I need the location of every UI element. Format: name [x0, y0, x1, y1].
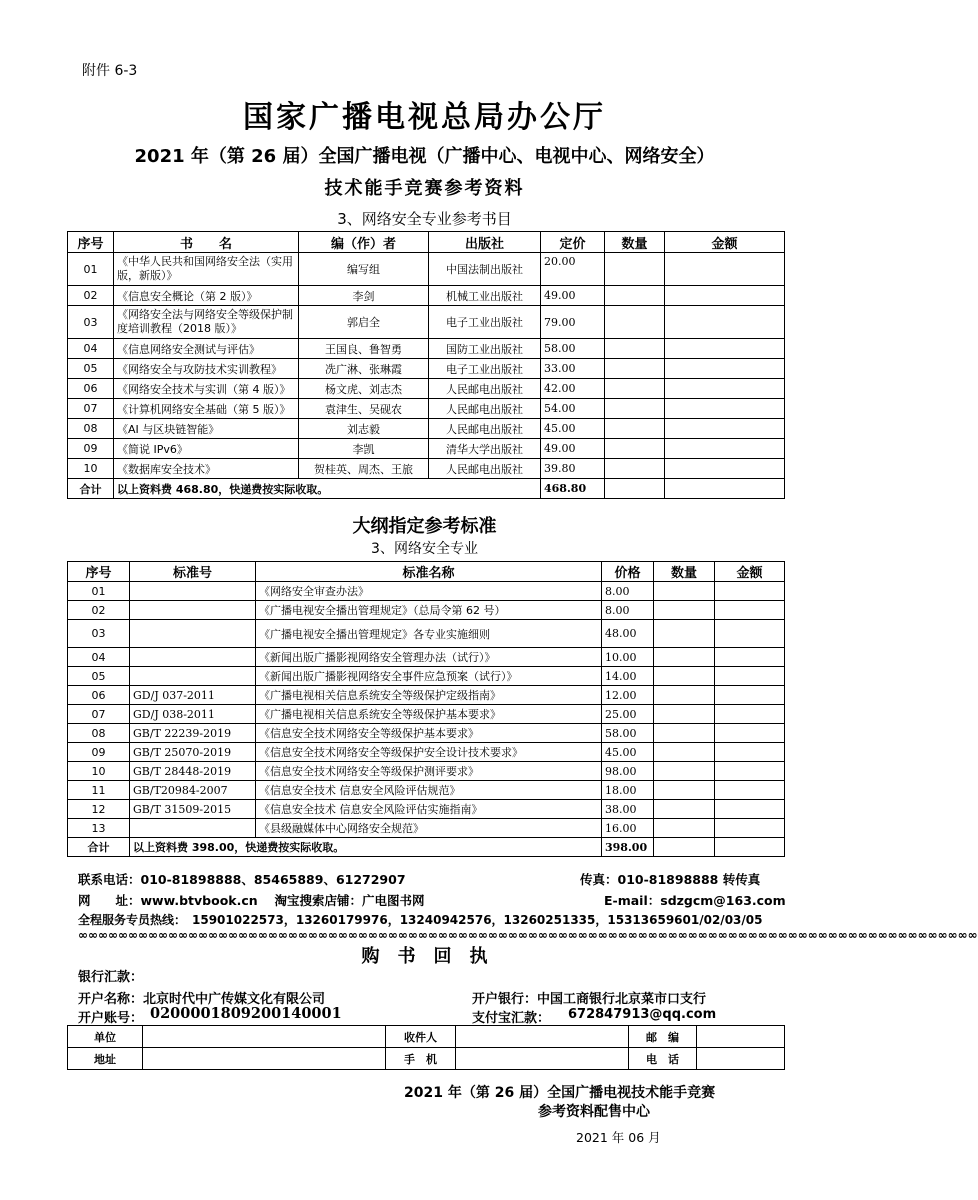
book-title: 《计算机网络安全基础（第 5 版）》 [114, 399, 299, 419]
books-section-title: 3、网络安全专业参考书目 [337, 210, 512, 228]
book-publisher: 国防工业出版社 [429, 339, 541, 359]
standard-code [130, 648, 256, 667]
row-number: 01 [68, 582, 130, 601]
amount-cell[interactable] [715, 620, 785, 648]
table-row [68, 724, 785, 743]
book-title: 《网络安全法与网络安全等级保护制度培训教程（2018 版）》 [114, 306, 299, 339]
quantity-cell[interactable] [605, 253, 665, 286]
order-form-table [67, 1025, 785, 1070]
amount-cell[interactable] [665, 419, 785, 439]
row-number: 09 [68, 743, 130, 762]
contact-phone: 联系电话：010-81898888、85465889、61272907 [78, 872, 406, 887]
standard-code [130, 620, 256, 648]
amount-cell[interactable] [715, 724, 785, 743]
quantity-cell[interactable] [654, 705, 715, 724]
quantity-cell[interactable] [605, 379, 665, 399]
row-number: 03 [68, 620, 130, 648]
amount-cell[interactable] [715, 819, 785, 838]
quantity-cell[interactable] [654, 667, 715, 686]
column-header: 书 名 [114, 232, 299, 253]
quantity-cell[interactable] [654, 800, 715, 819]
standard-price: 10.00 [602, 648, 654, 667]
table-row [68, 781, 785, 800]
postcode-label: 邮 编 [629, 1026, 697, 1048]
total-label: 合计 [68, 479, 114, 499]
quantity-cell[interactable] [605, 419, 665, 439]
order-form-row [68, 1048, 785, 1070]
row-number: 04 [68, 648, 130, 667]
book-title: 《网络安全与攻防技术实训教程》 [114, 359, 299, 379]
standard-price: 38.00 [602, 800, 654, 819]
receiver-label: 收件人 [386, 1026, 456, 1048]
row-number: 13 [68, 819, 130, 838]
row-number: 02 [68, 286, 114, 306]
row-number: 12 [68, 800, 130, 819]
alipay-account: 672847913@qq.com [568, 1007, 717, 1022]
alipay-label: 支付宝汇款： [472, 1011, 551, 1026]
standard-name: 《信息安全技术 信息安全风险评估规范》 [256, 781, 602, 800]
table-row [68, 705, 785, 724]
standard-code: GD/J 037-2011 [130, 686, 256, 705]
standard-code: GB/T20984-2007 [130, 781, 256, 800]
row-number: 04 [68, 339, 114, 359]
row-number: 06 [68, 379, 114, 399]
amount-cell[interactable] [715, 582, 785, 601]
standard-price: 12.00 [602, 686, 654, 705]
account-name: 开户名称：北京时代中广传媒文化有限公司 [78, 992, 326, 1007]
quantity-cell[interactable] [605, 306, 665, 339]
standard-code [130, 582, 256, 601]
standard-name: 《信息安全技术网络安全等级保护安全设计技术要求》 [256, 743, 602, 762]
column-header: 编（作）者 [299, 232, 429, 253]
standard-code [130, 819, 256, 838]
quantity-cell[interactable] [654, 724, 715, 743]
document-subtitle: 2021 年（第 26 届）全国广播电视（广播中心、电视中心、网络安全） [134, 146, 715, 167]
table-row [68, 459, 785, 479]
row-number: 10 [68, 459, 114, 479]
row-number: 09 [68, 439, 114, 459]
quantity-cell[interactable] [654, 743, 715, 762]
address-field[interactable] [143, 1048, 386, 1070]
book-price: 79.00 [541, 306, 605, 339]
amount-cell[interactable] [715, 667, 785, 686]
amount-cell[interactable] [715, 800, 785, 819]
table-row [68, 620, 785, 648]
column-header: 金额 [715, 562, 785, 582]
footer-date: 2021 年 06 月 [576, 1130, 661, 1145]
quantity-cell[interactable] [654, 781, 715, 800]
row-number: 01 [68, 253, 114, 286]
bank-name: 开户银行：中国工商银行北京菜市口支行 [472, 992, 707, 1007]
book-publisher: 中国法制出版社 [429, 253, 541, 286]
standard-name: 《新闻出版广播影视网络安全管理办法（试行）》 [256, 648, 602, 667]
book-author: 贺桂英、周杰、王旅 [299, 459, 429, 479]
row-number: 08 [68, 419, 114, 439]
table-row [68, 601, 785, 620]
table-row [68, 800, 785, 819]
books-table [67, 231, 785, 499]
standards-total-row [68, 838, 785, 857]
column-header: 序号 [68, 232, 114, 253]
quantity-cell[interactable] [605, 479, 665, 499]
quantity-cell[interactable] [654, 601, 715, 620]
book-price: 39.80 [541, 459, 605, 479]
footer-organizer: 2021 年（第 26 届）全国广播电视技术能手竞赛 [404, 1085, 716, 1101]
bank-transfer-label: 银行汇款： [78, 970, 144, 985]
column-header: 标准名称 [256, 562, 602, 582]
book-title: 《信息安全概论（第 2 版）》 [114, 286, 299, 306]
standard-price: 25.00 [602, 705, 654, 724]
column-header: 数量 [654, 562, 715, 582]
account-number: 0200001809200140001 [150, 1005, 342, 1022]
book-author: 编写组 [299, 253, 429, 286]
document-subtitle-2: 技术能手竞赛参考资料 [324, 178, 525, 199]
standard-price: 18.00 [602, 781, 654, 800]
amount-cell[interactable] [665, 339, 785, 359]
book-price: 58.00 [541, 339, 605, 359]
quantity-cell[interactable] [605, 286, 665, 306]
book-publisher: 人民邮电出版社 [429, 459, 541, 479]
table-row [68, 667, 785, 686]
column-header: 出版社 [429, 232, 541, 253]
amount-cell[interactable] [715, 762, 785, 781]
quantity-cell[interactable] [605, 459, 665, 479]
book-publisher: 电子工业出版社 [429, 359, 541, 379]
standard-code: GD/J 038-2011 [130, 705, 256, 724]
standard-code: GB/T 22239-2019 [130, 724, 256, 743]
book-title: 《信息网络安全测试与评估》 [114, 339, 299, 359]
book-price: 49.00 [541, 439, 605, 459]
standard-code [130, 601, 256, 620]
quantity-cell[interactable] [654, 838, 715, 857]
book-author: 李凯 [299, 439, 429, 459]
standard-price: 45.00 [602, 743, 654, 762]
contact-website: 网 址：www.btvbook.cn 淘宝搜索店铺：广电图书网 [78, 893, 425, 908]
contact-hotline: 全程服务专员热线： 15901022573，13260179976，13240942576，13260251335，15313659601/02/03/05 [78, 913, 763, 927]
quantity-cell[interactable] [654, 582, 715, 601]
standard-name: 《广播电视相关信息系统安全等级保护定级指南》 [256, 686, 602, 705]
table-row [68, 306, 785, 339]
standard-name: 《信息安全技术 信息安全风险评估实施指南》 [256, 800, 602, 819]
standard-name: 《广播电视安全播出管理规定》（总局令第 62 号） [256, 601, 602, 620]
table-row [68, 399, 785, 419]
total-value: 398.00 [602, 838, 654, 857]
table-row [68, 339, 785, 359]
standard-price: 58.00 [602, 724, 654, 743]
standard-price: 16.00 [602, 819, 654, 838]
row-number: 11 [68, 781, 130, 800]
standard-price: 98.00 [602, 762, 654, 781]
table-row [68, 819, 785, 838]
standard-name: 《广播电视安全播出管理规定》各专业实施细则 [256, 620, 602, 648]
standards-header-row [68, 562, 785, 582]
amount-cell[interactable] [715, 686, 785, 705]
amount-cell[interactable] [665, 399, 785, 419]
table-row [68, 686, 785, 705]
receiver-field[interactable] [456, 1026, 629, 1048]
row-number: 05 [68, 359, 114, 379]
table-row [68, 359, 785, 379]
standard-name: 《新闻出版广播影视网络安全事件应急预案（试行）》 [256, 667, 602, 686]
quantity-cell[interactable] [654, 762, 715, 781]
book-publisher: 机械工业出版社 [429, 286, 541, 306]
table-row [68, 379, 785, 399]
postcode-field[interactable] [697, 1026, 785, 1048]
tilde-divider: ∞∞∞∞∞∞∞∞∞∞∞∞∞∞∞∞∞∞∞∞∞∞∞∞∞∞∞∞∞∞∞∞∞∞∞∞∞∞∞∞∞∞∞∞∞∞∞∞∞∞∞∞∞∞∞∞∞∞∞∞∞∞∞∞∞∞∞∞∞∞∞∞∞∞∞∞∞∞∞∞∞∞∞∞∞∞∞∞∞∞ [78, 928, 978, 942]
book-price: 20.00 [541, 253, 605, 286]
amount-cell[interactable] [715, 838, 785, 857]
column-header: 标准号 [130, 562, 256, 582]
amount-cell[interactable] [665, 253, 785, 286]
total-label: 合计 [68, 838, 130, 857]
book-author: 王国良、鲁智勇 [299, 339, 429, 359]
standard-code: GB/T 28448-2019 [130, 762, 256, 781]
book-title: 《AI 与区块链智能》 [114, 419, 299, 439]
mobile-field[interactable] [456, 1048, 629, 1070]
book-author: 李剑 [299, 286, 429, 306]
amount-cell[interactable] [715, 601, 785, 620]
total-note: 以上资料费 398.00，快递费按实际收取。 [130, 838, 602, 857]
total-note: 以上资料费 468.80，快递费按实际收取。 [114, 479, 541, 499]
row-number: 10 [68, 762, 130, 781]
book-title: 《简说 IPv6》 [114, 439, 299, 459]
book-title: 《中华人民共和国网络安全法（实用版，新版）》 [114, 253, 299, 286]
address-label: 地址 [68, 1048, 143, 1070]
standard-name: 《广播电视相关信息系统安全等级保护基本要求》 [256, 705, 602, 724]
quantity-cell[interactable] [654, 686, 715, 705]
book-author: 袁津生、吴砚农 [299, 399, 429, 419]
standards-section-title: 3、网络安全专业 [371, 541, 478, 557]
telephone-label: 电 话 [629, 1048, 697, 1070]
amount-cell[interactable] [715, 648, 785, 667]
book-title: 《网络安全技术与实训（第 4 版）》 [114, 379, 299, 399]
book-author: 刘志毅 [299, 419, 429, 439]
standard-price: 8.00 [602, 601, 654, 620]
standard-price: 14.00 [602, 667, 654, 686]
books-header-row [68, 232, 785, 253]
standard-name: 《信息安全技术网络安全等级保护基本要求》 [256, 724, 602, 743]
column-header: 定价 [541, 232, 605, 253]
table-row [68, 419, 785, 439]
total-value: 468.80 [541, 479, 605, 499]
order-receipt-title: 购 书 回 执 [361, 946, 488, 967]
quantity-cell[interactable] [654, 620, 715, 648]
table-row [68, 439, 785, 459]
amount-cell[interactable] [665, 379, 785, 399]
account-number-label: 开户账号： [78, 1011, 144, 1026]
books-total-row [68, 479, 785, 499]
book-author: 冼广淋、张琳霞 [299, 359, 429, 379]
amount-cell[interactable] [665, 286, 785, 306]
amount-cell[interactable] [665, 459, 785, 479]
quantity-cell[interactable] [654, 819, 715, 838]
book-price: 33.00 [541, 359, 605, 379]
table-row [68, 286, 785, 306]
amount-cell[interactable] [665, 306, 785, 339]
footer-center: 参考资料配售中心 [538, 1104, 650, 1120]
office-title: 国家广播电视总局办公厅 [243, 100, 606, 135]
book-price: 42.00 [541, 379, 605, 399]
amount-cell[interactable] [665, 479, 785, 499]
amount-cell[interactable] [715, 781, 785, 800]
book-publisher: 人民邮电出版社 [429, 399, 541, 419]
amount-cell[interactable] [715, 743, 785, 762]
standard-code: GB/T 25070-2019 [130, 743, 256, 762]
column-header: 数量 [605, 232, 665, 253]
row-number: 05 [68, 667, 130, 686]
book-price: 49.00 [541, 286, 605, 306]
amount-cell[interactable] [665, 439, 785, 459]
row-number: 07 [68, 399, 114, 419]
unit-label: 单位 [68, 1026, 143, 1048]
column-header: 金额 [665, 232, 785, 253]
table-row [68, 253, 785, 286]
amount-cell[interactable] [665, 359, 785, 379]
quantity-cell[interactable] [654, 648, 715, 667]
contact-email: E-mail：sdzgcm@163.com [604, 893, 786, 908]
row-number: 03 [68, 306, 114, 339]
column-header: 价格 [602, 562, 654, 582]
quantity-cell[interactable] [605, 359, 665, 379]
order-form-row [68, 1026, 785, 1048]
table-row [68, 743, 785, 762]
standard-price: 48.00 [602, 620, 654, 648]
quantity-cell[interactable] [605, 399, 665, 419]
quantity-cell[interactable] [605, 439, 665, 459]
book-author: 杨文虎、刘志杰 [299, 379, 429, 399]
row-number: 02 [68, 601, 130, 620]
table-row [68, 648, 785, 667]
standards-heading: 大纲指定参考标准 [352, 516, 497, 537]
telephone-field[interactable] [697, 1048, 785, 1070]
row-number: 07 [68, 705, 130, 724]
book-publisher: 电子工业出版社 [429, 306, 541, 339]
amount-cell[interactable] [715, 705, 785, 724]
book-publisher: 人民邮电出版社 [429, 379, 541, 399]
table-row [68, 582, 785, 601]
unit-field[interactable] [143, 1026, 386, 1048]
book-price: 54.00 [541, 399, 605, 419]
book-price: 45.00 [541, 419, 605, 439]
quantity-cell[interactable] [605, 339, 665, 359]
column-header: 序号 [68, 562, 130, 582]
mobile-label: 手 机 [386, 1048, 456, 1070]
standard-price: 8.00 [602, 582, 654, 601]
standard-name: 《网络安全审查办法》 [256, 582, 602, 601]
standard-code [130, 667, 256, 686]
standard-name: 《信息安全技术网络安全等级保护测评要求》 [256, 762, 602, 781]
table-row [68, 762, 785, 781]
book-publisher: 清华大学出版社 [429, 439, 541, 459]
standard-code: GB/T 31509-2015 [130, 800, 256, 819]
attachment-label: 附件 6-3 [82, 63, 138, 79]
contact-fax: 传真：010-81898888 转传真 [580, 872, 761, 887]
book-publisher: 人民邮电出版社 [429, 419, 541, 439]
row-number: 08 [68, 724, 130, 743]
book-author: 郭启全 [299, 306, 429, 339]
standards-table [67, 561, 785, 857]
row-number: 06 [68, 686, 130, 705]
standard-name: 《县级融媒体中心网络安全规范》 [256, 819, 602, 838]
book-title: 《数据库安全技术》 [114, 459, 299, 479]
